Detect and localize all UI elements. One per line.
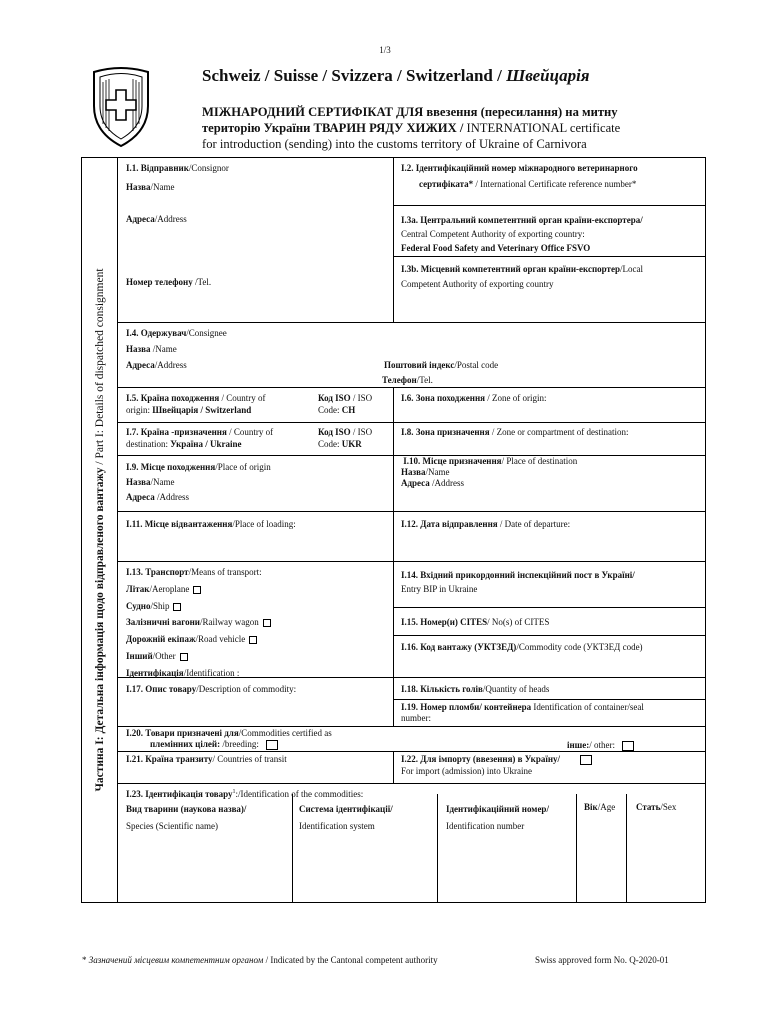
import-checkbox[interactable] (580, 755, 592, 765)
road-vehicle-checkbox[interactable] (249, 636, 257, 644)
field-i2-label: І.2. Ідентифікаційний номер міжнародного ветеринарного сертифіката* / International Certificate reference number* (401, 163, 638, 189)
breeding-checkbox[interactable] (266, 740, 278, 750)
footnote: * Зазначений місцевим компетентним органом / Indicated by the Cantonal competent authority (82, 955, 438, 965)
consignor-address-label: Адреса/Address (126, 214, 187, 224)
document-subtitle: МІЖНАРОДНИЙ СЕРТИФІКАТ ДЛЯ ввезення (пересилання) на митну територію України ТВАРИН РЯДУ ХИЖИХ / INTERNATIONAL certificate for introduction (sending) into the customs territory of Ukraine of Carnivora (202, 105, 621, 151)
field-i21-label: І.21. Країна транзиту/ Countries of transit (126, 754, 287, 764)
field-i4-label: І.4. Одержувач/Consignee (126, 328, 227, 338)
field-i22-label: І.22. Для імпорту (ввезення) в Україну/ For import (admission) into Ukraine (401, 753, 592, 777)
i5-iso-code: Код ISO / ISO Code: CH (318, 393, 373, 415)
other-transport-checkbox[interactable] (180, 653, 188, 661)
field-i20-label: І.20. Товари призначені для/Commodities certified as племінних цілей: /breeding: (126, 728, 332, 749)
consignor-name-label: Назва/Name (126, 182, 175, 192)
i7-iso-code: Код ISO / ISO Code: UKR (318, 427, 373, 449)
consignee-name-label: Назва /Name (126, 344, 177, 354)
swiss-crest-icon (88, 66, 154, 148)
field-i18-label: І.18. Кількість голів/Quantity of heads (401, 684, 550, 694)
consignee-phone-label: Телефон/Tel. (382, 375, 433, 385)
part-side-label: Частина І: Детальна інформація щодо відправленого вантажу / Part I: Details of dispatched consignment (81, 157, 118, 903)
field-i16-label: І.16. Код вантажу (УКТЗЕД)/Commodity code (УКТЗЕД code) (401, 642, 643, 652)
field-i8-label: І.8. Зона призначення / Zone or compartment of destination: (401, 427, 629, 437)
i20-other-label: інше:/ other: (567, 739, 634, 751)
field-i14-label: І.14. Вхідний прикордонний інспекційний пост в Україні/ Entry BIP in Ukraine (401, 570, 635, 594)
field-i19-label: І.19. Номер пломби/ контейнера Identification of container/seal number: (401, 702, 644, 723)
consignee-postal-label: Поштовий індекс/Postal code (384, 360, 499, 370)
consignee-address-label: Адреса/Address (126, 360, 187, 370)
consignor-tel-label: Номер телефону /Tel. (126, 277, 212, 287)
document-title: Schweiz / Suisse / Svizzera / Switzerland / Швейцарія (202, 66, 590, 85)
certificate-form (117, 157, 706, 903)
col-age: Вік/Age (584, 802, 616, 812)
field-i23-label: І.23. Ідентифікація товару$^1$:/Identification of the commodities: (126, 789, 364, 799)
field-i1-label: І.1. Відправник/Consignor (126, 163, 229, 173)
page-number: 1/3 (379, 45, 391, 55)
field-i13-label: І.13. Транспорт/Means of transport: Літак/Aeroplane Судно/Ship Залізничні вагони/Railway wagon Дорожній екіпаж/Road vehicle Інший/Other Ідентифікація/Identification : (126, 564, 271, 682)
field-i3a-label: І.3a. Центральний компетентний орган країни-експортера/ Central Competent Authority of exporting country: Federal Food Safety and Veterinary Office FSVO (401, 215, 643, 253)
col-sex: Стать/Sex (636, 802, 677, 812)
field-i6-label: І.6. Зона походження / Zone of origin: (401, 393, 547, 403)
field-i12-label: І.12. Дата відправлення / Date of departure: (401, 519, 571, 529)
field-i7-label: І.7. Країна -призначення / Country of destination: Україна / Ukraine (126, 427, 274, 449)
aeroplane-checkbox[interactable] (193, 586, 201, 594)
field-i15-label: І.15. Номер(и) CITES/ No(s) of CITES (401, 617, 550, 627)
field-i10-label: І.10. Місце призначення/ Place of destination Назва/Name Адреса /Address (401, 456, 578, 488)
col-id-system: Система ідентифікації/ Identification system (299, 804, 393, 831)
field-i11-label: І.11. Місце відвантаження/Place of loading: (126, 519, 296, 529)
col-species: Вид тварини (наукова назва)/ Species (Scientific name) (126, 804, 247, 831)
other-purpose-checkbox[interactable] (622, 741, 634, 751)
field-i5-label: І.5. Країна походження / Country of origin: Швейцарія / Switzerland (126, 393, 266, 415)
field-i9-label: І.9. Місце походження/Place of origin Назва/Name Адреса /Address (126, 462, 271, 502)
field-i17-label: І.17. Опис товару/Description of commodity: (126, 684, 297, 694)
field-i3b-label: І.3b. Місцевий компетентний орган країни-експортер/Local Competent Authority of exporting country (401, 264, 643, 289)
col-id-number: Ідентифікаційний номер/ Identification number (446, 804, 549, 831)
form-number: Swiss approved form No. Q-2020-01 (535, 955, 669, 965)
ship-checkbox[interactable] (173, 603, 181, 611)
railway-checkbox[interactable] (263, 619, 271, 627)
